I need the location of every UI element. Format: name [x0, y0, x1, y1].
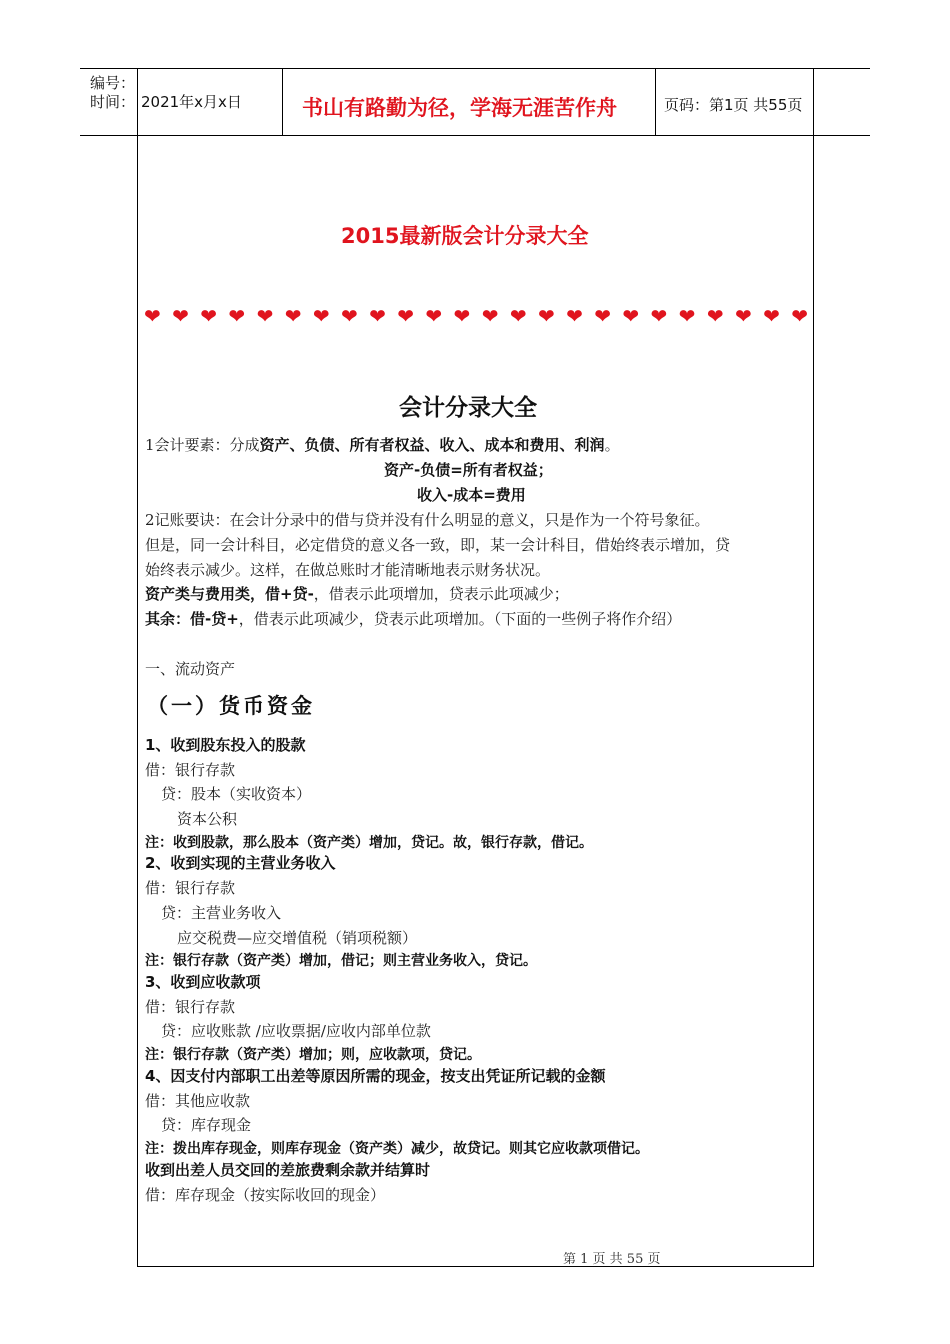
equation-2: 收入-成本=费用: [417, 486, 526, 504]
entry-2-debit: 借：银行存款: [145, 879, 236, 897]
entry-3-debit: 借：银行存款: [145, 998, 236, 1016]
intro-line-5: [145, 583, 569, 604]
intro-line-3: 但是，同一会计科目，必定借贷的意义各一致，即，某一会计科目，借始终表示增加，贷: [145, 536, 731, 554]
intro-line-5-post: ，借表示此项增加，贷表示此项减少；: [313, 585, 569, 603]
frame-right-border: [813, 68, 814, 1266]
heart-divider: [144, 305, 808, 327]
document-title: 2015最新版会计分录大全: [341, 224, 589, 248]
intro-line-5-bold: 资产类与费用类，借+贷-: [145, 585, 314, 603]
entry-4-credit: 贷：库存现金: [161, 1116, 252, 1134]
time-label: 时间：: [90, 93, 136, 111]
entry-2-credit: 贷：主营业务收入: [161, 904, 282, 922]
intro-line-2: 2记账要诀：在会计分录中的借与贷并没有什么明显的意义，只是作为一个符号象征。: [145, 511, 710, 529]
header-date: 2021年x月x日: [141, 93, 242, 111]
header-motto: 书山有路勤为径，学海无涯苦作舟: [302, 95, 617, 120]
entry-4-note: 注：拨出库存现金，则库存现金（资产类）减少，故贷记。则其它应收款项借记。: [145, 1141, 649, 1157]
entry-1-debit: 借：银行存款: [145, 761, 236, 779]
heart-icon: ❤: [566, 304, 583, 328]
header-divider-1: [282, 68, 283, 135]
heart-icon: ❤: [537, 304, 555, 328]
heart-icon: ❤: [763, 304, 780, 328]
entry-1-title: 1、收到股东投入的股款: [145, 736, 306, 754]
heart-icon: ❤: [509, 304, 527, 328]
entry-3-note: 注：银行存款（资产类）增加；则，应收款项，贷记。: [145, 1047, 481, 1063]
equation-1: 资产-负债=所有者权益；: [384, 461, 553, 479]
heart-icon: ❤: [312, 304, 330, 328]
entry-2-note: 注：银行存款（资产类）增加，借记；则主营业务收入，贷记。: [145, 953, 537, 969]
heart-icon: ❤: [144, 304, 161, 328]
page-footer: 第 1 页 共 55 页: [563, 1252, 661, 1267]
heart-icon: ❤: [453, 304, 471, 328]
heart-icon: ❤: [622, 304, 640, 328]
entry-4-debit: 借：其他应收款: [145, 1092, 251, 1110]
entry-1-credit-2: 资本公积: [177, 810, 238, 828]
header-bottom-rule: [80, 135, 870, 136]
entry-3-credit: 贷：应收账款 /应收票据/应收内部单位款: [161, 1022, 431, 1040]
intro-line-6-post: ，借表示此项减少，贷表示此项增加。（下面的一些例子将作介绍）: [238, 610, 682, 628]
number-label: 编号：: [90, 74, 136, 92]
main-title: 会计分录大全: [399, 395, 537, 421]
heart-icon: ❤: [228, 304, 246, 328]
heart-icon: ❤: [678, 304, 696, 328]
header-divider-2: [655, 68, 656, 135]
entry-3-title: 3、收到应收款项: [145, 973, 261, 991]
intro-line-1-bold: 资产、负债、所有者权益、收入、成本和费用、利润: [259, 436, 605, 454]
heart-icon: ❤: [594, 304, 612, 328]
entry-2-title: 2、收到实现的主营业务收入: [145, 854, 336, 872]
heart-icon: ❤: [706, 304, 724, 328]
intro-line-6: [145, 608, 681, 629]
heart-icon: ❤: [791, 304, 808, 328]
intro-line-6-bold: 其余：借-贷+: [145, 610, 239, 628]
intro-line-1-post: 。: [604, 436, 620, 454]
heart-icon: ❤: [734, 304, 752, 328]
entry-1-credit: 贷：股本（实收资本）: [161, 785, 312, 803]
heart-icon: ❤: [481, 304, 499, 328]
subsection-heading: （一）货币资金: [147, 693, 315, 718]
intro-line-1-pre: 1会计要素：分成: [145, 436, 260, 454]
header-top-rule: [80, 68, 870, 69]
intro-line-4: 始终表示减少。这样，在做总账时才能清晰地表示财务状况。: [145, 561, 551, 579]
entry-1-note: 注：收到股款，那么股本（资产类）增加，贷记。故，银行存款，借记。: [145, 835, 593, 851]
entry-5-title: 收到出差人员交回的差旅费剩余款并结算时: [145, 1161, 431, 1179]
heart-icon: ❤: [650, 304, 668, 328]
section-heading: 一、流动资产: [145, 660, 236, 678]
frame-bottom-rule: [137, 1266, 814, 1267]
intro-line-1: [145, 434, 620, 455]
header-page-info: 页码：第1页 共55页: [664, 96, 803, 114]
entry-5-debit: 借：库存现金（按实际收回的现金）: [145, 1186, 386, 1204]
heart-icon: ❤: [200, 304, 218, 328]
frame-left-border: [137, 68, 138, 1266]
heart-icon: ❤: [284, 304, 302, 328]
heart-icon: ❤: [397, 304, 415, 328]
entry-2-credit-2: 应交税费—应交增值税（销项税额）: [177, 929, 418, 947]
heart-icon: ❤: [369, 304, 386, 328]
heart-icon: ❤: [425, 304, 443, 328]
heart-icon: ❤: [256, 304, 274, 328]
heart-icon: ❤: [340, 304, 358, 328]
entry-4-title: 4、因支付内部职工出差等原因所需的现金，按支出凭证所记载的金额: [145, 1067, 606, 1085]
heart-icon: ❤: [172, 304, 189, 328]
